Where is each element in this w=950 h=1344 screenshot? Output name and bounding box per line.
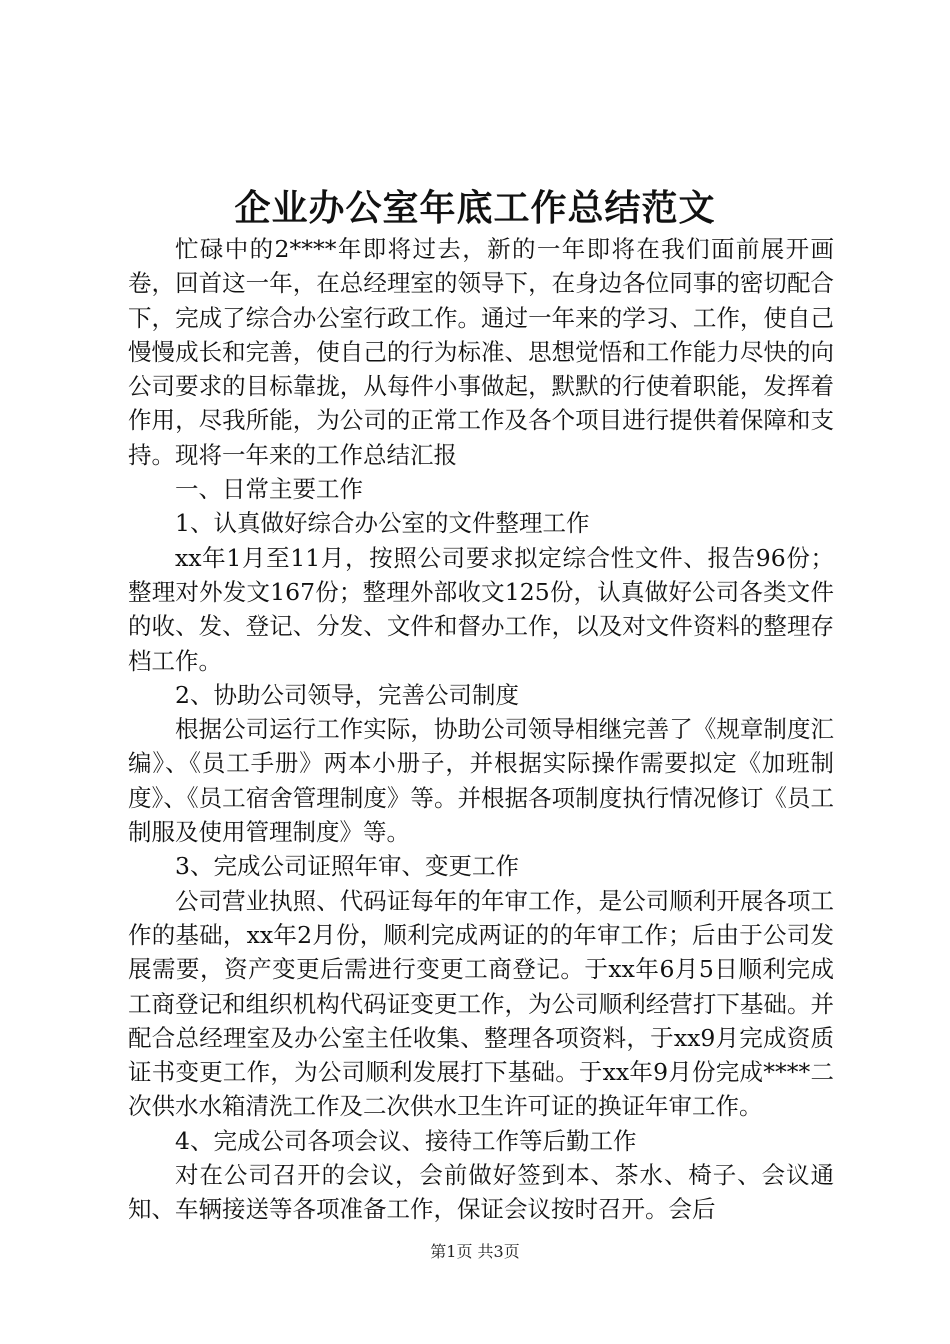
- subsection-heading: 3、完成公司证照年审、变更工作: [175, 852, 519, 881]
- paragraph: 根据公司运行工作实际，协助公司领导相继完善了《规章制度汇编》、《员工手册》两本小册子，并根据实际操作需要拟定《加班制度》、《员工宿舍管理制度》等。并根据各项制度执行情况修订《员工制服及使用管理制度》等。: [128, 715, 834, 847]
- section-heading: 一、日常主要工作: [175, 475, 363, 504]
- subsection-heading: 2、协助公司领导，完善公司制度: [175, 680, 519, 709]
- paragraph: 公司营业执照、代码证每年的年审工作，是公司顺利开展各项工作的基础，xx年2月份，顺利完成两证的的年审工作；后由于公司发展需要，资产变更后需进行变更工商登记。于xx年6月5日顺利完成工商登记和组织机构代码证变更工作，为公司顺利经营打下基础。并配合总经理室及办公室主任收集、整理各项资料，于xx9月完成资质证书变更工作，为公司顺利发展打下基础。于xx年9月份完成****二次供水水箱清洗工作及二次供水卫生许可证的换证年审工作。: [128, 886, 834, 1121]
- page-footer: 第1页 共3页: [430, 1242, 520, 1261]
- subsection-heading: 1、认真做好综合办公室的文件整理工作: [175, 509, 590, 538]
- subsection-heading: 4、完成公司各项会议、接待工作等后勤工作: [175, 1126, 637, 1155]
- paragraph: 对在公司召开的会议，会前做好签到本、茶水、椅子、会议通知、车辆接送等各项准备工作，保证会议按时召开。会后: [128, 1161, 834, 1224]
- intro-paragraph: 忙碌中的2****年即将过去，新的一年即将在我们面前展开画卷，回首这一年，在总经理室的领导下，在身边各位同事的密切配合下，完成了综合办公室行政工作。通过一年来的学习、工作，使自己慢慢成长和完善，使自己的行为标准、思想觉悟和工作能力尽快的向公司要求的目标靠拢，从每件小事做起，默默的行使着职能，发挥着作用，尽我所能，为公司的正常工作及各个项目进行提供着保障和支持。现将一年来的工作总结汇报: [128, 235, 834, 469]
- paragraph: xx年1月至11月，按照公司要求拟定综合性文件、报告96份；整理对外发文167份；整理外部收文125份，认真做好公司各类文件的收、发、登记、分发、文件和督办工作，以及对文件资料的整理存档工作。: [128, 543, 834, 675]
- document-title: 企业办公室年底工作总结范文: [234, 187, 716, 229]
- document-body: [128, 232, 834, 1227]
